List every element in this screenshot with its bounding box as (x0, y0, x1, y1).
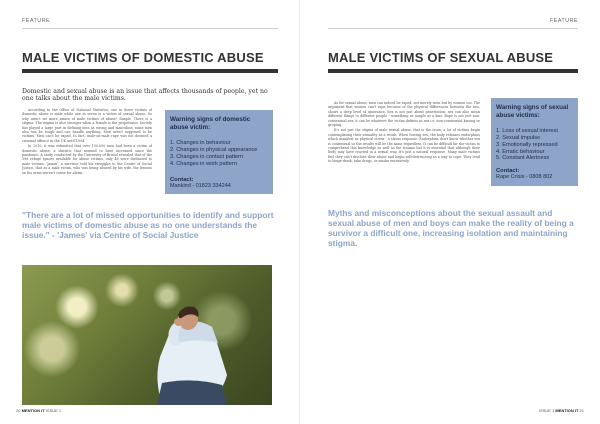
list-item: 4. Changes in work pattern (170, 160, 237, 167)
page-footer (539, 408, 584, 413)
sidebar-title: Warning signs of sexual abuse victims: (496, 104, 569, 119)
contact-label: Contact: (496, 168, 520, 175)
list-item: 2. Sexual impulse (496, 134, 541, 141)
top-rule (22, 28, 278, 29)
top-rule (328, 28, 578, 29)
page-number: 21 (579, 408, 584, 413)
contact-label: Contact: (170, 177, 194, 184)
body-paragraph: In 2010, it was estimated that over 100,000 men had been a victim of domestic abuse, a statistic that seemed to have increased since the pandemic. A study conducted by the University of Bristol revealed that of the 398 refuge spaces available for abuse victims, only 48 were dedicated to male victims. 'James', a survivor, told his struggles to the Centre of Social Justice, that as a male victim, who was being abused by his wife, the lessons on his arms weren't cause for alarm. (22, 144, 152, 175)
intro-text: Domestic and sexual abuse is an issue that affects thousands of people, yet no one talks about the male victims. (22, 88, 268, 103)
page-title: MALE VICTIMS OF DOMESTIC ABUSE (22, 50, 264, 65)
body-text (22, 108, 152, 176)
list-item: 4. Erratic behaviour (496, 148, 545, 155)
body-paragraph: It's not just the stigma of male sexual abuse, that is the issue, a lot of victims begin contemplating their sexuality as a result. When forcing sex, the body releases endorphins which manifest as physical stress - a stress response. Endorphins don't know whether sex is consensual so the results will be the same regardless. It can be difficult for the victim to comprehend this knowledge as well as the trauma but it is essential that although their body may have reacted in a sexual way, it's just a natural response. Many male victims feel they can't disclose their abuse and begin self-destructing as a way to cope. They tend to binge-drink, take drugs, or smoke excessively. (328, 128, 480, 164)
list-item: 1. Changes in behaviour (170, 140, 231, 147)
list-item: 2. Changes in physical appearance (170, 146, 258, 153)
headline-rule (22, 69, 278, 73)
feature-label: FEATURE (549, 18, 578, 24)
man-sitting-outdoors-photo (22, 265, 272, 405)
photo-illustration (22, 265, 272, 405)
headline-rule (328, 69, 578, 73)
list-item: 3. Emotionally repressed (496, 141, 558, 148)
pull-quote: Myths and misconceptions about the sexual assault and sexual abuse of men and boys can make the reality of being a survivor a difficult one, increasing isolation and maintaining stigma. (328, 208, 574, 248)
list-item: 1. Loss of sexual interest (496, 128, 558, 135)
pull-quote: "There are a lot of missed opportunities to identify and support male victims of domestic abuse as no one understands the issue." - 'James' via Centre of Social Justice (22, 210, 274, 240)
issue-label: ISSUE 1 (538, 408, 555, 413)
warning-signs-box (491, 98, 578, 186)
warning-signs-box (165, 110, 273, 194)
feature-label: FEATURE (22, 18, 51, 24)
publication-name: MENTION IT (555, 408, 579, 413)
contact-line: Rape Crisis - 0808 802 (496, 174, 553, 181)
warning-signs-list (170, 140, 268, 167)
page-footer (16, 408, 61, 413)
contact-line: Mankind - 01823 334244 (170, 183, 231, 190)
body-paragraph: As for sexual abuse, men can indeed be raped, not merely seen but by women too. The argument that women can't rape because of the physical differences between the two, shows a deep level of ignorance. Sex is not just about penetration, sex can also mean different things to different people - something as simple as a kiss. Rape is not just non-consensual sex, it can be whatever the victim defines as sex i.e. non-consensual kissing or groping. (328, 101, 480, 128)
publication-name: MENTION IT (21, 408, 45, 413)
list-item: 3. Changes in contact pattern (170, 153, 244, 160)
page-title: MALE VICTIMS OF SEXUAL ABUSE (328, 50, 554, 65)
warning-signs-list (496, 128, 573, 162)
page-number: 20 (16, 408, 21, 413)
right-page (300, 0, 600, 424)
issue-label: ISSUE 1 (45, 408, 62, 413)
body-text (328, 101, 480, 165)
body-paragraph: According to the Office of National Statistics, one in three victims of domestic abuse is male while one in seven is a victim of sexual abuse. So why aren't we more aware of male victims of abuse? Simple. There is a stigma. The stigma is also stronger when a female is the perpetrator. Society has played a large part in defining men as strong and masculine, some men also can be tough and can handle anything. Men aren't supposed to be victims. Men can't be raped. In fact, male-on-male rape was not deemed a criminal offence in the UK until 1994. (22, 108, 152, 143)
sidebar-title: Warning signs of domestic abuse victim: (170, 116, 251, 131)
list-item: 5. Constant Alertness (496, 155, 550, 162)
